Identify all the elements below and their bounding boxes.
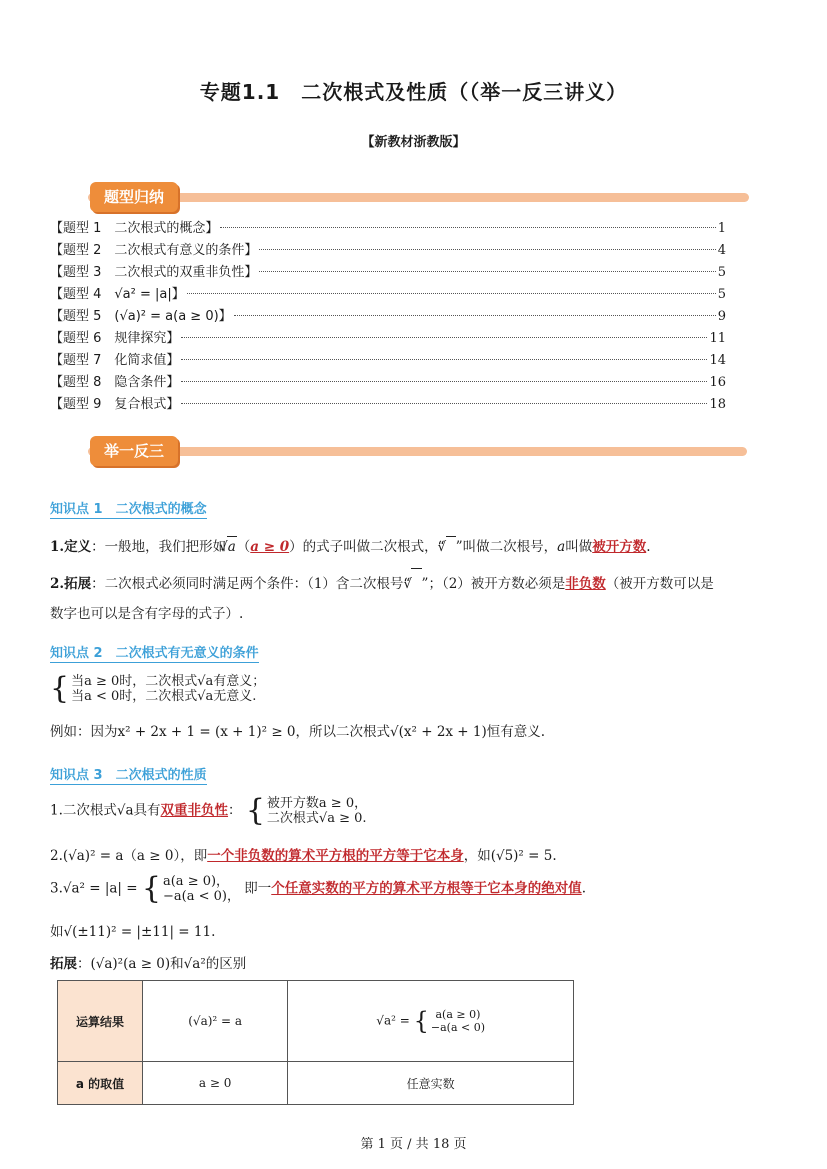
table-cell: 任意实数 [288,1062,574,1105]
banner-bar [88,193,749,202]
table-header-cell: a 的取值 [58,1062,143,1105]
kp3-extension: 拓展：(√a)²(a ≥ 0)和√a²的区别 [50,956,247,972]
table-cell: √a² = { a(a ≥ 0) −a(a < 0) [288,981,574,1062]
table-row [58,1062,574,1105]
toc-item[interactable]: 【题型 4 √a² = |a|】 5 [50,287,726,302]
kp3-heading: 知识点 3 二次根式的性质 [50,764,207,785]
toc-item[interactable]: 【题型 1 二次根式的概念】 1 [50,221,726,236]
toc-banner [78,186,749,208]
banner-tag: 举一反三 [90,436,178,466]
table-cell: a ≥ 0 [143,1062,288,1105]
edition-subtitle: 【新教材浙教版】 [361,135,466,150]
kp1-definition: 1.定义：一般地，我们把形如√ a（a ≥ 0）的式子叫做二次根式，“√ ”叫做二次根号，a叫做被开方数. [50,536,780,557]
table-header-cell: 运算结果 [58,981,143,1062]
section-banner [78,440,747,462]
kp3-example: 如√(±11)² = |±11| = 11. [50,924,216,940]
kp2-conditions: { 当a ≥ 0时，二次根式√a有意义； 当a < 0时，二次根式√a无意义. [50,671,266,706]
table-row [58,981,574,1062]
page-footer: 第 1 页 / 共 18 页 [360,1137,467,1152]
kp3-property-2: 2.(√a)² = a（a ≥ 0），即一个非负数的算术平方根的平方等于它本身，如(√5)² = 5. [50,848,557,864]
banner-tag: 题型归纳 [90,182,178,212]
table-of-contents [50,218,726,416]
page-title: 专题1.1 二次根式及性质（（举一反三讲义） [199,80,628,104]
toc-item[interactable]: 【题型 5 (√a)² = a(a ≥ 0)】 9 [50,309,726,324]
kp1-heading: 知识点 1 二次根式的概念 [50,498,207,519]
kp3-property-1: 1.二次根式√a具有双重非负性： { 被开方数a ≥ 0， 二次根式√a ≥ 0. [50,793,368,828]
toc-item[interactable]: 【题型 3 二次根式的双重非负性】 5 [50,265,726,280]
kp3-property-3: 3.√a² = |a| = { a(a ≥ 0)， −a(a < 0)， 即一个任意实数的平方的算术平方根等于它本身的绝对值. [50,871,587,906]
banner-bar [88,447,747,456]
toc-item[interactable]: 【题型 8 隐含条件】 16 [50,375,726,390]
toc-item[interactable]: 【题型 9 复合根式】 18 [50,397,726,412]
table-cell: (√a)² = a [143,981,288,1062]
toc-item[interactable]: 【题型 6 规律探究】 11 [50,331,726,346]
toc-item[interactable]: 【题型 2 二次根式有意义的条件】 4 [50,243,726,258]
kp2-example: 例如：因为x² + 2x + 1 = (x + 1)² ≥ 0，所以二次根式√(x² + 2x + 1)恒有意义. [50,724,546,740]
comparison-table [57,980,574,1105]
kp2-heading: 知识点 2 二次根式有无意义的条件 [50,642,259,663]
kp1-extension: 2.拓展：二次根式必须同时满足两个条件：（1）含二次根号“√ ”；（2）被开方数必须是非负数（被开方数可以是 数字也可以是含有字母的式子）. [50,568,780,629]
toc-item[interactable]: 【题型 7 化简求值】 14 [50,353,726,368]
